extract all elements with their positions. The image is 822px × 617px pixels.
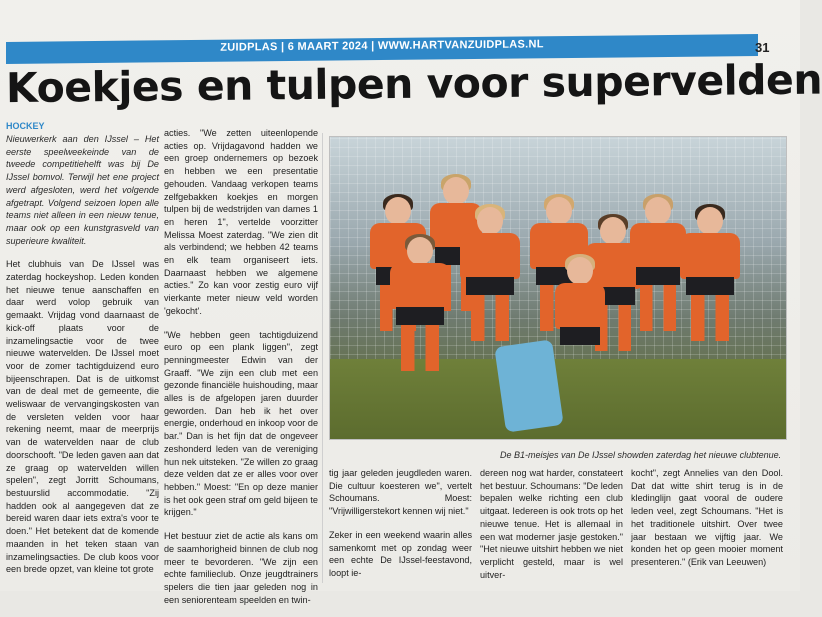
body-paragraph: Het bestuur ziet de actie als kans om de saamhorigheid binnen de club nog meer te bevorderen. "We zijn een echte familieclub. Onze jeugdtrainers spelers die tien jaar geleden nog in een seniorenteam speelden en twin- (164, 531, 318, 605)
photo-player (680, 207, 740, 387)
body-paragraph: kocht", zegt Annelies van den Dool. Dat dat witte shirt terug is in de kledinglijn gaat vooral de oudere leden veel, zegt Schoumans. "Het is het traditionele uitshirt. Over twee jaar bestaan we vijftig jaar. We konden het op geen mooier moment presenteren." (Erik van Leeuwen) (631, 468, 783, 567)
column-divider (322, 133, 323, 583)
article-intro: Nieuwerkerk aan den IJssel – Het eerste speelweekeinde van de tweede competitiehelft was bij De IJssel bomvol. Terwijl het ene project werd afgesloten, werd het volgende afgetrapt. Volgend seizoen lopen alle teams niet alleen in een nieuw tenue, maar ook op een kunstgrasveld van superieure kwaliteit. (6, 134, 159, 246)
header-band-text: ZUIDPLAS | 6 MAART 2024 | WWW.HARTVANZUIDPLAS.NL (220, 38, 544, 54)
body-paragraph: "We hebben geen tachtigduizend euro op een plank liggen", zegt penningmeester Edwin van der Graaff. "We zijn een club met een gezonde financiële huishouding, maar alles is de afgelopen jaren duurder geworden. Dan heb ik het over energie, onderhoud en inkoop voor de bar." Dan is het fijn dat de ongeveer zeshonderd leden van de vereniging hun nek uitsteken. "Ze willen zo graag deze velden dat ze er alles voor over hebben." Moest: "En op deze manier is het ook geen straf om geld bijeen te krijgen." (164, 329, 318, 518)
page-number: 31 (755, 40, 770, 55)
photo-player (390, 237, 450, 407)
photo-goalkeeper-pad (494, 339, 563, 432)
section-kicker: HOCKEY (6, 121, 45, 131)
column-2 (164, 127, 318, 617)
column-5 (631, 467, 783, 580)
body-paragraph: Zeker in een weekend waarin alles samenkomt met op zondag weer een echte De IJssel-feestavond, loopt ie- (329, 529, 472, 578)
column-4 (480, 467, 623, 592)
photo-player (630, 197, 686, 357)
photo-player (555, 257, 605, 377)
column-3 (329, 467, 472, 591)
article-headline: Koekjes en tulpen voor supervelden (5, 55, 822, 113)
body-paragraph: tig jaar geleden jeugdleden waren. Die cultuur koesteren we", vertelt Schoumans. Moest: "Vrijwilligerstekort kennen wij niet." (329, 468, 472, 517)
column-1 (6, 133, 159, 587)
body-paragraph: acties. "We zetten uiteenlopende acties op. Vrijdagavond hadden we een groep ondernemers op bezoek en hebben we een presentatie gehouden. Vandaag verkopen teams zelfgebakken koekjes en morgen tulpen bij de wedstrijden van dames 1 en heren 1", vertelde voorzitter Melissa Moest zaterdag. "We zien dit als verbindend; we hebben 42 teams en elk team organiseert iets. Daarnaast hebben we algemene acties." Zo kan voor zestig euro vijf vierkante meter nieuw veld worden 'gekocht'. (164, 128, 318, 316)
body-paragraph: dereen nog wat harder, constateert het bestuur. Schoumans: "De leden bepalen welke richting een club uitgaat. Iedereen is ook trots op het nieuwe tenue. Het is allemaal in een wat moderner jasje gestoken." "Het nieuwe uitshirt hebben we niet verplicht gesteld, maar is wel uitver- (480, 468, 623, 580)
team-photo (329, 136, 787, 440)
body-paragraph: Het clubhuis van De IJssel was zaterdag hockeyshop. Leden konden het nieuwe tenue aanschaffen en daar werd volop gebruik van gemaakt. Vrijdag vond daarnaast de kick-off plaats voor de inzamelingsactie voor de twee nieuwe watervelden. De IJssel moet voor de zomer tachtigduizend euro bijeenschrapen. Dat is de uitkomst van de deal met de gemeente, die weliswaar de vervangingskosten van de versleten velden voor haar rekening neemt, maar de meerprijs van de watervelden naar de club doorschooft. "De leden gaven aan dat ze graag op watervelden willen spelen", zegt Jorritt Schoumans, bestuurslid accommodatie. "Zij hadden ook al aangegeven dat ze bereid waren daar iets extra's voor te doen." Het betekent dat de komende maanden in het teken staan van inzamelingsacties. De club koos voor een brede opzet, van kleine tot grote (6, 259, 159, 575)
photo-caption: De B1-meisjes van De IJssel showden zaterdag het nieuwe clubtenue. (500, 450, 782, 460)
